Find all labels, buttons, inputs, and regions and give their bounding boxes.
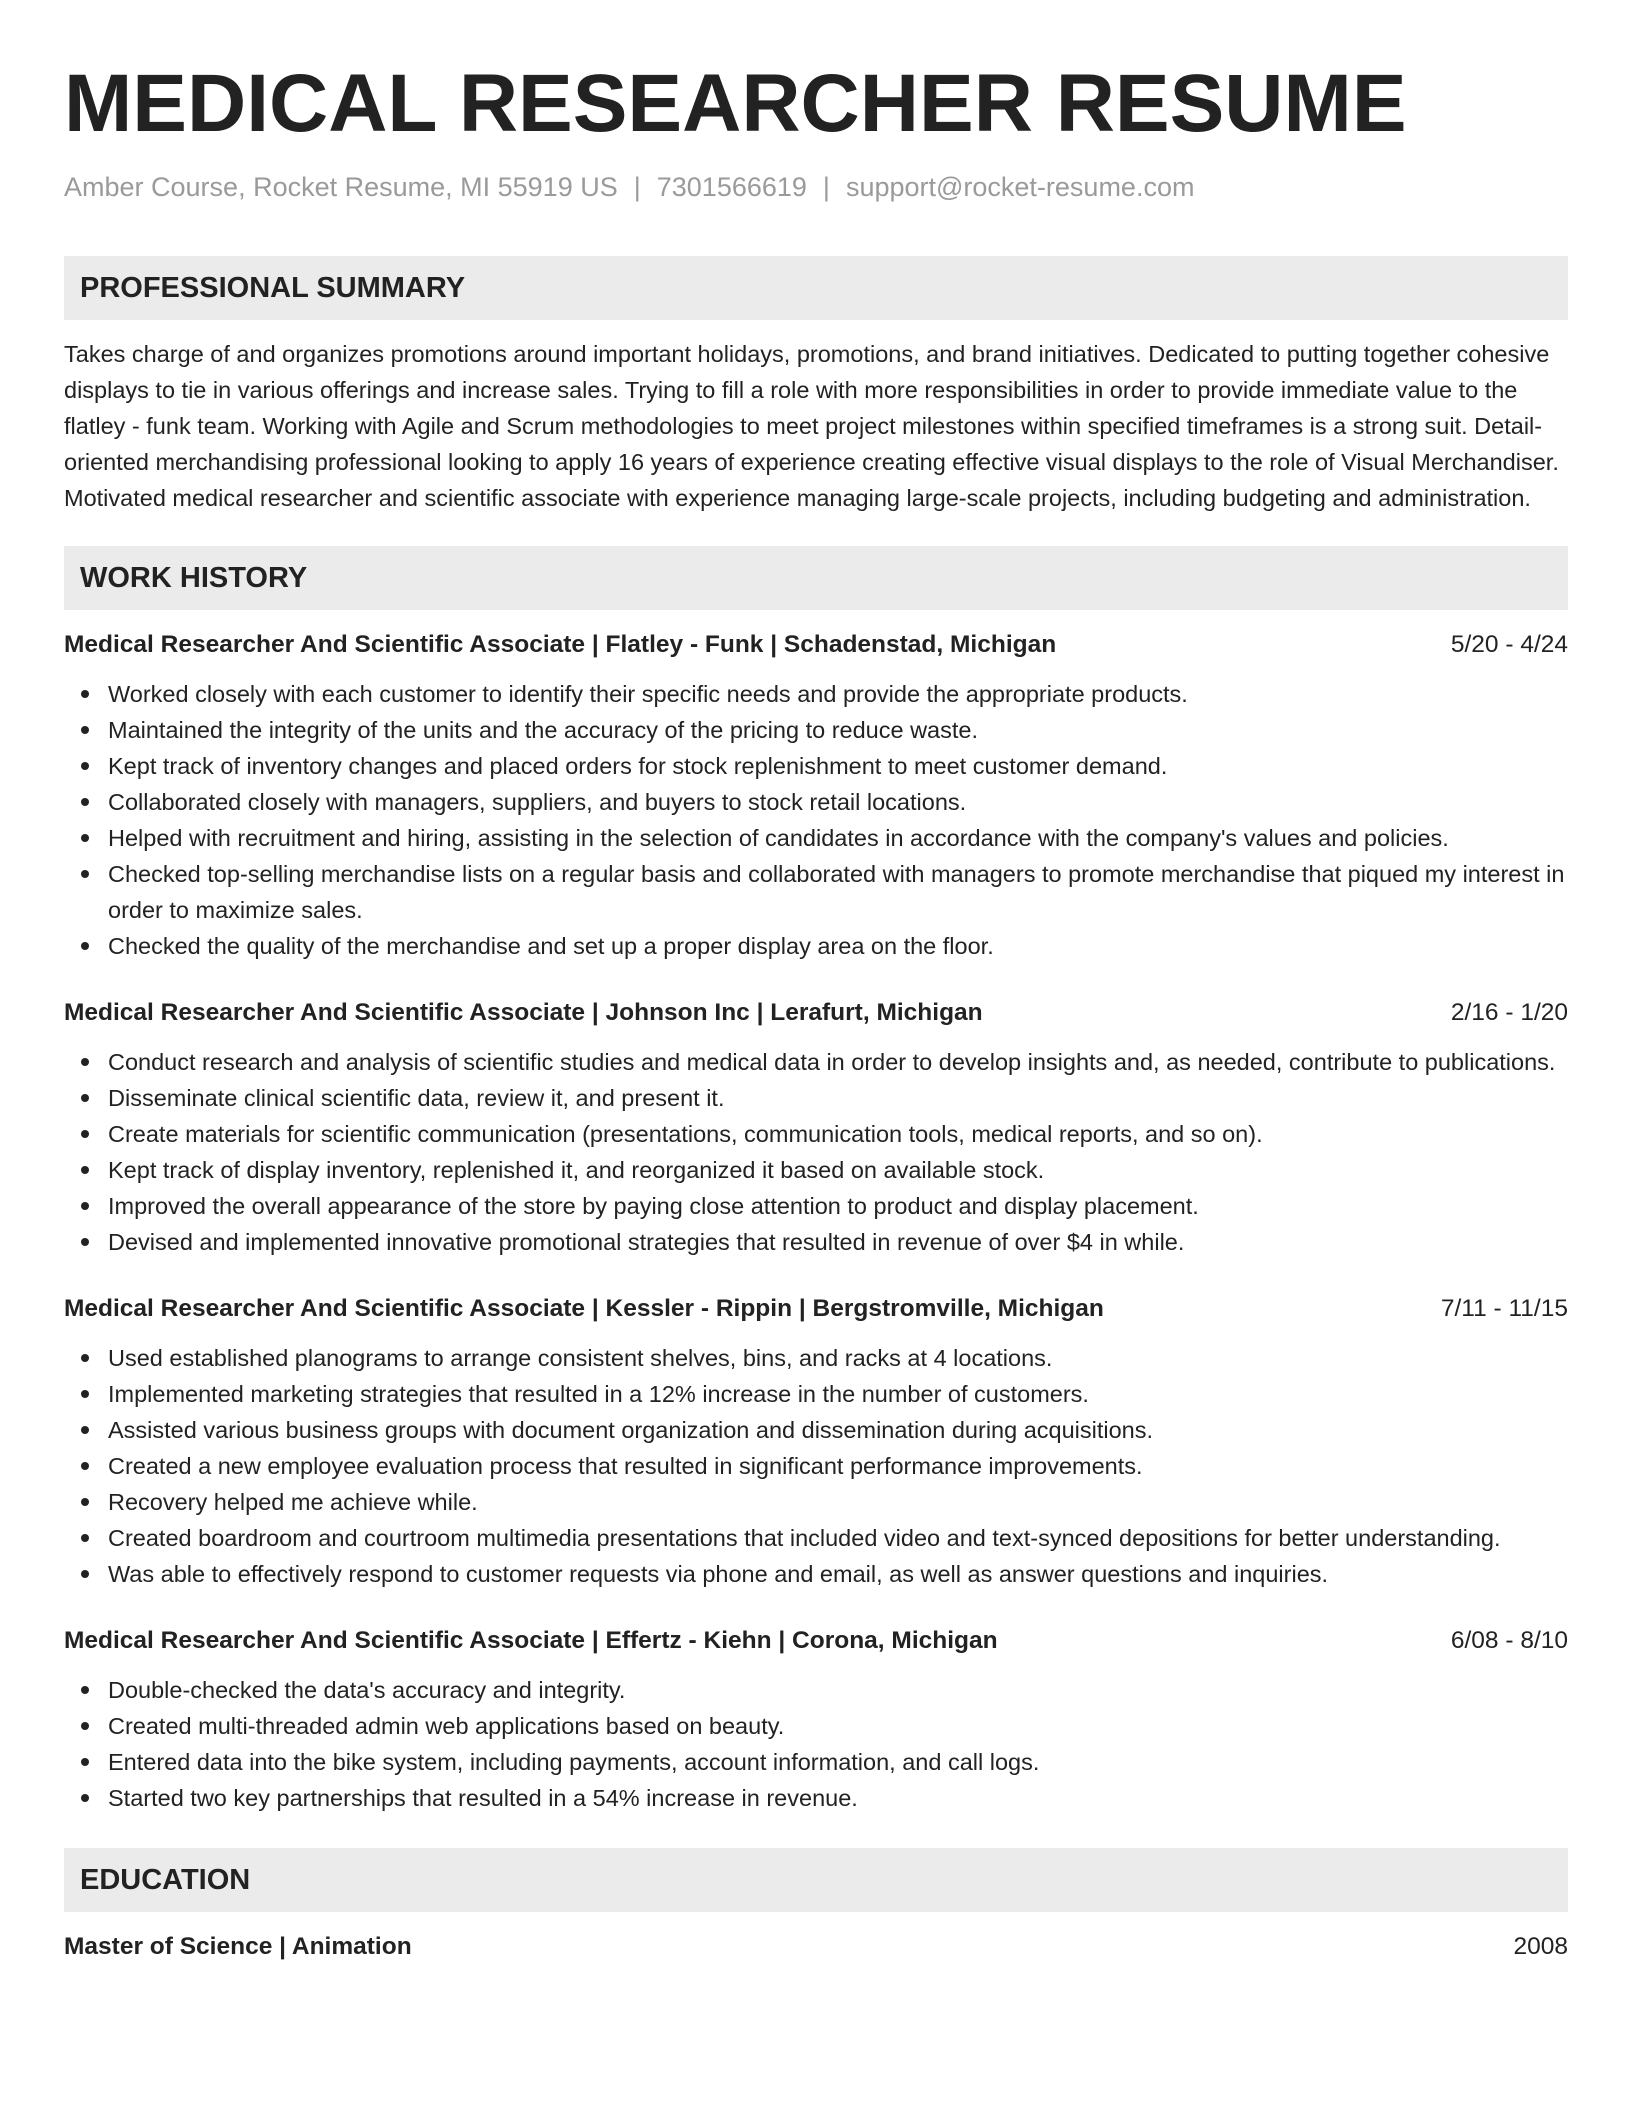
job-bullet: Implemented marketing strategies that resulted in a 12% increase in the number of customers. xyxy=(108,1376,1568,1412)
contact-email: support@rocket-resume.com xyxy=(845,172,1195,202)
job-header xyxy=(64,628,1568,662)
job-bullet: Kept track of display inventory, replenished it, and reorganized it based on available stock. xyxy=(108,1152,1568,1188)
contact-phone: 7301566619 xyxy=(656,172,807,202)
job-header xyxy=(64,1624,1568,1658)
job-title: Medical Researcher And Scientific Associate | Kessler - Rippin | Bergstromville, Michigan xyxy=(64,1295,1104,1322)
job-bullet: Worked closely with each customer to identify their specific needs and provide the appropriate products. xyxy=(108,676,1568,712)
contact-address: Amber Course, Rocket Resume, MI 55919 US xyxy=(64,172,618,202)
job-bullet: Recovery helped me achieve while. xyxy=(108,1484,1568,1520)
job-bullet: Improved the overall appearance of the store by paying close attention to product and display placement. xyxy=(108,1188,1568,1224)
job-header xyxy=(64,1292,1568,1326)
job-dates: 2/16 - 1/20 xyxy=(1450,999,1568,1026)
job-dates: 5/20 - 4/24 xyxy=(1450,631,1568,658)
job-bullet: Disseminate clinical scientific data, review it, and present it. xyxy=(108,1080,1568,1116)
education-year: 2008 xyxy=(1513,1933,1568,1960)
job-bullet: Created a new employee evaluation process that resulted in significant performance improvements. xyxy=(108,1448,1568,1484)
job-entry xyxy=(64,628,1568,964)
section-heading-work-history: WORK HISTORY xyxy=(64,546,1568,610)
job-bullet-list xyxy=(64,676,1568,964)
job-bullet: Was able to effectively respond to customer requests via phone and email, as well as answer questions and inquiries. xyxy=(108,1556,1568,1592)
job-title: Medical Researcher And Scientific Associate | Johnson Inc | Lerafurt, Michigan xyxy=(64,999,983,1026)
job-entry xyxy=(64,1624,1568,1816)
job-dates: 6/08 - 8/10 xyxy=(1450,1627,1568,1654)
job-bullet: Created multi-threaded admin web applications based on beauty. xyxy=(108,1708,1568,1744)
job-bullet: Assisted various business groups with document organization and dissemination during acquisitions. xyxy=(108,1412,1568,1448)
job-bullet: Maintained the integrity of the units and the accuracy of the pricing to reduce waste. xyxy=(108,712,1568,748)
section-heading-summary: PROFESSIONAL SUMMARY xyxy=(64,256,1568,320)
job-bullet: Kept track of inventory changes and placed orders for stock replenishment to meet customer demand. xyxy=(108,748,1568,784)
job-title: Medical Researcher And Scientific Associate | Effertz - Kiehn | Corona, Michigan xyxy=(64,1627,998,1654)
summary-text: Takes charge of and organizes promotions around important holidays, promotions, and brand initiatives. Dedicated to putting together cohesive displays to tie in various offerings and increase sales. Trying to fill a role with more responsibilities in order to provide immediate value to the flatley - funk team. Working with Agile and Scrum methodologies to meet project milestones within specified timeframes is a strong suit. Detail-oriented merchandising professional looking to apply 16 years of experience creating effective visual displays to the role of Visual Merchandiser. Motivated medical researcher and scientific associate with experience managing large-scale projects, including budgeting and administration. xyxy=(64,341,1559,511)
resume-title: MEDICAL RESEARCHER RESUME xyxy=(64,58,1407,149)
job-bullet: Double-checked the data's accuracy and integrity. xyxy=(108,1672,1568,1708)
job-bullet-list xyxy=(64,1044,1568,1260)
job-title: Medical Researcher And Scientific Associate | Flatley - Funk | Schadenstad, Michigan xyxy=(64,631,1057,658)
section-heading-education: EDUCATION xyxy=(64,1848,1568,1912)
job-entry xyxy=(64,1292,1568,1592)
contact-line xyxy=(64,170,1568,204)
job-bullet-list xyxy=(64,1672,1568,1816)
job-bullet: Create materials for scientific communication (presentations, communication tools, medical reports, and so on). xyxy=(108,1116,1568,1152)
job-entry xyxy=(64,996,1568,1260)
job-bullet: Checked top-selling merchandise lists on a regular basis and collaborated with managers to promote merchandise that piqued my interest in order to maximize sales. xyxy=(108,856,1568,928)
education-entry xyxy=(64,1930,1568,1964)
job-bullet: Checked the quality of the merchandise and set up a proper display area on the floor. xyxy=(108,928,1568,964)
job-bullet: Created boardroom and courtroom multimedia presentations that included video and text-synced depositions for better understanding. xyxy=(108,1520,1568,1556)
job-bullet: Devised and implemented innovative promotional strategies that resulted in revenue of over $4 in while. xyxy=(108,1224,1568,1260)
job-header xyxy=(64,996,1568,1030)
contact-separator: | xyxy=(633,172,641,202)
job-bullet: Entered data into the bike system, including payments, account information, and call logs. xyxy=(108,1744,1568,1780)
job-bullet: Conduct research and analysis of scientific studies and medical data in order to develop insights and, as needed, contribute to publications. xyxy=(108,1044,1568,1080)
job-bullet: Helped with recruitment and hiring, assisting in the selection of candidates in accordance with the company's values and policies. xyxy=(108,820,1568,856)
job-dates: 7/11 - 11/15 xyxy=(1440,1295,1568,1322)
education-degree: Master of Science | Animation xyxy=(64,1933,412,1960)
job-bullet: Used established planograms to arrange consistent shelves, bins, and racks at 4 locations. xyxy=(108,1340,1568,1376)
job-bullet-list xyxy=(64,1340,1568,1592)
job-bullet: Started two key partnerships that resulted in a 54% increase in revenue. xyxy=(108,1780,1568,1816)
contact-separator: | xyxy=(822,172,830,202)
job-bullet: Collaborated closely with managers, suppliers, and buyers to stock retail locations. xyxy=(108,784,1568,820)
